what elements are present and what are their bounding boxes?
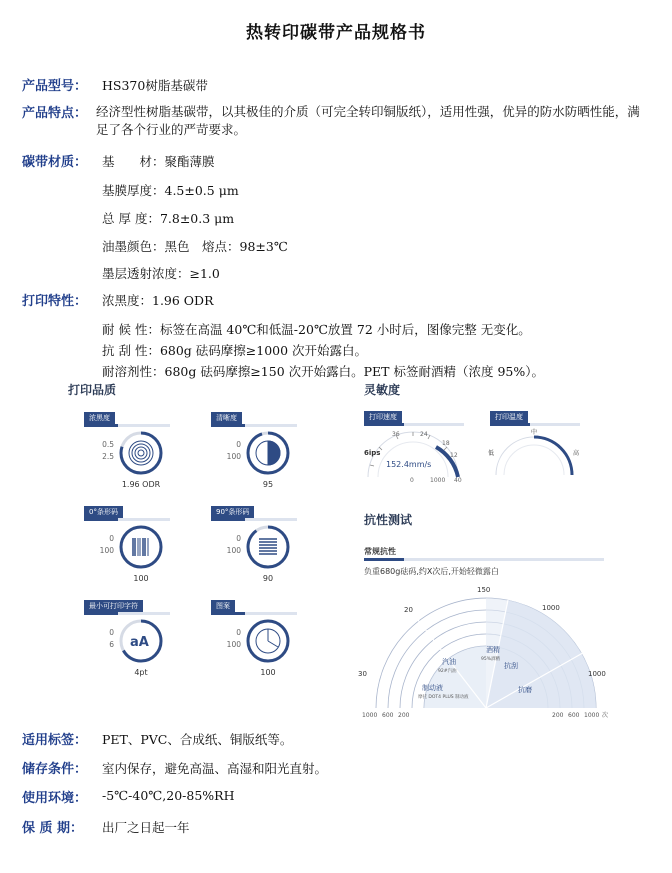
quality-card-tick-top: 0 xyxy=(236,628,241,637)
quality-card-caption: 1.96 ODR xyxy=(121,480,161,489)
storage-value: 室内保存，避免高温、高湿和阳光直射。 xyxy=(102,761,328,776)
quality-card-tick-bottom: 100 xyxy=(226,640,241,649)
model-label: 产品型号： xyxy=(22,79,88,94)
temp-low: 低 xyxy=(488,450,495,457)
quality-card-tick-top: 0.5 xyxy=(102,440,114,449)
quality-card-underline xyxy=(84,518,170,521)
quality-card-tick-bottom: 6 xyxy=(109,640,114,649)
print-scratch: 抗 刮 性：680g 砝码摩擦≥1000 次开始露白。 xyxy=(102,343,368,358)
speed-tick-0: 0 xyxy=(410,477,414,484)
radar-item-brake-sub: 摩托 DOT4 PLUS 制动液 xyxy=(418,695,469,700)
env-value: -5℃-40℃,20-85%RH xyxy=(102,788,235,803)
quality-card xyxy=(84,506,204,596)
resistance-note: 负重680g砝码,约X次后,开始轻微露白 xyxy=(364,567,499,576)
quality-card-caption: 100 xyxy=(260,668,276,677)
speed-tick-12: 12 xyxy=(450,452,458,459)
radar-label-1000-b: 1000 xyxy=(588,670,606,678)
quality-card-caption: 4pt xyxy=(134,668,148,677)
quality-card-tick-bottom: 100 xyxy=(226,452,241,461)
density-icon xyxy=(118,430,164,476)
resistance-subtitle: 常规抗性 xyxy=(364,547,396,556)
features-label: 产品特点： xyxy=(22,106,88,121)
quality-title: 打印品质 xyxy=(68,383,117,397)
temp-mid: 中 xyxy=(531,429,538,436)
sensitivity-title: 灵敏度 xyxy=(364,383,401,397)
radar-item-brake: 制动液 xyxy=(422,684,443,692)
quality-card-badge: 图案 xyxy=(211,600,235,612)
speed-tick-40: 40 xyxy=(454,477,462,484)
quality-card-progress-arc xyxy=(248,527,288,567)
resistance-underline xyxy=(364,558,604,561)
speed-tick-36: 36 xyxy=(392,431,400,438)
quality-card-badge: 最小可打印字符 xyxy=(84,600,143,612)
speed-tick-24: 24 xyxy=(420,431,428,438)
env-label: 使用环境： xyxy=(22,791,88,806)
temp-gauge xyxy=(484,425,584,485)
print-density: 浓黑度：1.96 ODR xyxy=(102,293,214,308)
radar-item-gasoline: 汽油 xyxy=(442,658,456,666)
temp-high: 高 xyxy=(573,450,580,457)
radar-scale-top: 150 xyxy=(477,586,491,594)
radar-item-abrasion: 抗磨 xyxy=(518,686,532,694)
page-title: 热转印碳带产品规格书 xyxy=(246,23,426,43)
quality-card xyxy=(211,600,331,690)
speed-gauge xyxy=(356,425,466,485)
quality-card-tick-top: 0 xyxy=(236,440,241,449)
labels-label: 适用标签： xyxy=(22,733,88,748)
barcode-90-icon xyxy=(245,524,291,570)
material-ink: 油墨颜色：黑色 熔点：98±3℃ xyxy=(102,239,288,254)
clarity-icon xyxy=(245,430,291,476)
material-label: 碳带材质： xyxy=(22,155,88,170)
quality-card-badge: 浓黑度 xyxy=(84,412,115,424)
material-total-thickness: 总 厚 度：7.8±0.3 μm xyxy=(102,211,235,226)
quality-card-tick-bottom: 2.5 xyxy=(102,452,114,461)
storage-label: 储存条件： xyxy=(22,762,88,777)
radar-item-alcohol-sub: 95%酒精 xyxy=(481,657,501,662)
radar-bottom-600-r: 600 xyxy=(568,712,580,719)
radar-bottom-200-l: 200 xyxy=(398,712,410,719)
quality-card xyxy=(84,600,204,690)
resistance-radar xyxy=(358,580,618,720)
radar-bottom-1000-l: 1000 xyxy=(362,712,378,719)
print-solvent: 耐溶剂性：680g 砝码摩擦≥150 次开始露白。PET 标签耐酒精（浓度 95%）。 xyxy=(102,364,544,379)
labels-value: PET、PVC、合成纸、铜版纸等。 xyxy=(102,732,293,747)
radar-label-20: 20 xyxy=(404,606,413,614)
quality-card xyxy=(211,412,331,502)
resistance-title: 抗性测试 xyxy=(364,513,413,527)
quality-card-caption: 90 xyxy=(262,574,274,583)
quality-card-underline xyxy=(211,612,297,615)
font-size-glyph: aA xyxy=(130,635,149,650)
radar-bottom-unit: 次 xyxy=(602,712,609,719)
speed-value: 152.4mm/s xyxy=(386,460,432,469)
speed-tick-18: 18 xyxy=(442,440,450,447)
speed-tick-1000: 1000 xyxy=(430,477,446,484)
quality-card-caption: 95 xyxy=(262,480,274,489)
quality-card-caption: 100 xyxy=(133,574,149,583)
shelf-value: 出厂之日起一年 xyxy=(102,820,190,835)
quality-card-tick-top: 0 xyxy=(236,534,241,543)
barcode-icon xyxy=(118,524,164,570)
print-label: 打印特性： xyxy=(22,294,88,309)
radar-item-gasoline-sub: 92#汽油 xyxy=(438,669,457,674)
quality-card-badge: 清晰度 xyxy=(211,412,242,424)
quality-card-tick-bottom: 100 xyxy=(226,546,241,555)
radar-bottom-1000-r: 1000 xyxy=(584,712,600,719)
quality-card-badge: 0°条形码 xyxy=(84,506,123,518)
radar-label-30: 30 xyxy=(358,670,367,678)
quality-card-progress-arc xyxy=(121,527,161,567)
material-film-thickness: 基膜厚度：4.5±0.5 μm xyxy=(102,183,239,198)
quality-card xyxy=(211,506,331,596)
radar-item-scratch: 抗刮 xyxy=(504,662,518,670)
print-weather: 耐 候 性：标签在高温 40℃和低温-20℃放置 72 小时后，图像完整 无变化。 xyxy=(102,322,531,337)
pattern-icon xyxy=(245,618,291,664)
quality-card xyxy=(84,412,204,502)
features-value: 经济型性树脂基碳带，以其极佳的介质（可完全转印铜版纸），适用性强，优异的防水防晒性能，满足了各个行业的严苛要求。 xyxy=(96,104,640,137)
quality-card-underline xyxy=(84,612,170,615)
radar-bottom-200-r: 200 xyxy=(552,712,564,719)
quality-card-tick-bottom: 100 xyxy=(99,546,114,555)
temp-badge: 打印温度 xyxy=(490,411,528,423)
radar-item-alcohol: 酒精 xyxy=(486,646,500,654)
quality-card-underline xyxy=(211,518,297,521)
material-transmission: 墨层透射浓度：≥1.0 xyxy=(102,266,220,281)
quality-card-tick-top: 0 xyxy=(109,628,114,637)
model-value: HS370树脂基碳带 xyxy=(102,78,208,93)
quality-card-tick-top: 0 xyxy=(109,534,114,543)
quality-card-underline xyxy=(211,424,297,427)
speed-badge: 打印速度 xyxy=(364,411,402,423)
quality-card-underline xyxy=(84,424,170,427)
radar-bottom-600-l: 600 xyxy=(382,712,394,719)
shelf-label: 保 质 期： xyxy=(22,821,84,836)
radar-label-1000-a: 1000 xyxy=(542,604,560,612)
material-base: 基 材：聚酯薄膜 xyxy=(102,154,215,169)
quality-card-badge: 90°条形码 xyxy=(211,506,254,518)
font-size-icon xyxy=(118,618,164,664)
speed-unit: 6ips xyxy=(364,449,381,457)
